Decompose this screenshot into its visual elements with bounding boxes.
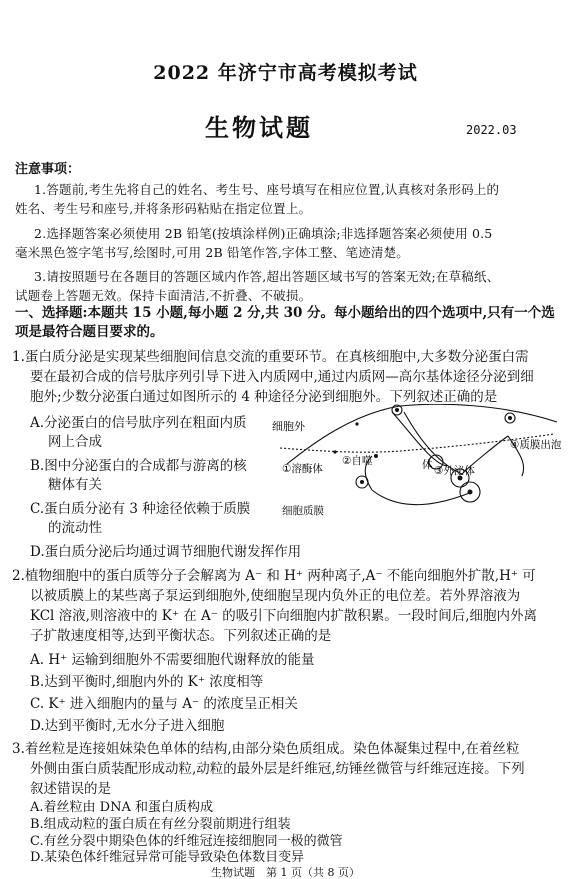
q1-stem: 胞外;少数分泌蛋白通过如图所示的 4 种途径分泌到细胞外。下列叙述正确的是 [30, 389, 498, 405]
notice-line: 试题卷上答题无效。保持卡面清洁,不折叠、不破损。 [15, 288, 312, 303]
subject-title: 生物试题 [205, 114, 313, 142]
q3-stem: 叙述错误的是 [30, 781, 111, 797]
q3-option-c: C.有丝分裂中期染色体的纤维冠连接细胞同一极的微管 [30, 834, 343, 849]
q1-option-a: A.分泌蛋白的信号肽序列在粗面内质 [30, 415, 247, 431]
notice-title: 注意事项： [15, 162, 81, 177]
q2-option-c: C. K⁺ 进入细胞内的量与 A⁻ 的浓度呈正相关 [30, 696, 298, 712]
q3-stem: 3.着丝粒是连接姐妹染色单体的结构,由部分染色质组成。染色体凝集过程中,在着丝粒 [12, 741, 520, 757]
arrow-path-2 [400, 404, 557, 422]
q2-option-b: B.达到平衡时,细胞内外的 K⁺ 浓度相等 [30, 674, 264, 690]
q1-option-b: B.图中分泌蛋白的合成都与游离的核 [30, 458, 247, 474]
q1-option-c: C.蛋白质分泌有 3 种途径依赖于质膜 [30, 501, 251, 517]
exam-date: 2022.03 [466, 123, 517, 137]
label-outside: 细胞外 [272, 420, 305, 433]
label-path2: ②自噬 [342, 455, 373, 467]
label-path2-tail: 体 [422, 459, 433, 471]
protein-dot [468, 490, 473, 495]
notice-line: 毫米黑色签字笔书写,绘图时,可用 2B 铅笔作答,字体工整、笔迹清楚。 [15, 245, 410, 260]
section-heading: 一、选择题:本题共 15 小题,每小题 2 分,共 30 分。每小题给出的四个选项中,只有一个选 [15, 305, 555, 321]
notice-line: 2.选择题答案必须使用 2B 铅笔(按填涂样例)正确填涂;非选择题答案必须使用 0.5 [34, 226, 493, 241]
label-membrane: 细胞质膜 [282, 505, 324, 517]
notice-line: 1.答题前,考生先将自己的姓名、考生号、座号填写在相应位置,认真核对条形码上的 [34, 182, 500, 197]
q3-option-d: D.某染色体纤维冠异常可能导致染色体数目变异 [30, 850, 305, 865]
q2-stem: KCl 溶液,则溶液中的 K⁺ 在 A⁻ 的吸引下向细胞内扩散积累。一段时间后,细胞内外离 [30, 608, 537, 624]
protein-dot [333, 450, 336, 453]
q1-option-c-cont: 的流动性 [48, 520, 102, 536]
q1-stem: 要在最初合成的信号肽序列引导下进入内质网中,通过内质网—高尔基体途径分泌到细 [30, 369, 534, 385]
q1-option-b-cont: 糖体有关 [48, 477, 102, 493]
label-path4: ④质膜出泡 [510, 439, 562, 451]
label-path1: ①溶酶体 [282, 463, 323, 475]
protein-dot [508, 416, 512, 420]
q2-stem: 子扩散速度相等,达到平衡状态。下列叙述正确的是 [30, 628, 332, 644]
label-path3: ③外泌体 [434, 465, 475, 477]
q3-stem: 外侧由蛋白质装配形成动粒,动粒的最外层是纤维冠,纺锤丝微管与纤维冠连接。下列 [30, 761, 525, 777]
protein-dot [355, 422, 358, 425]
notice-line: 姓名、考生号和座号,并将条形码粘贴在指定位置上。 [15, 201, 312, 216]
secretion-pathway-figure [272, 404, 562, 532]
protein-dot [395, 408, 399, 412]
exam-title: 2022 年济宁市高考模拟考试 [153, 62, 418, 84]
q2-stem: 2.植物细胞中的蛋白质等分子会解离为 A⁻ 和 H⁺ 两种离子,A⁻ 不能向细胞外扩散,H⁺ 可 [12, 568, 536, 584]
q2-option-a: A. H⁺ 运输到细胞外不需要细胞代谢释放的能量 [30, 652, 315, 668]
q1-option-a-cont: 网上合成 [48, 434, 102, 450]
q2-option-d: D.达到平衡时,无水分子进入细胞 [30, 718, 225, 734]
q1-stem: 1.蛋白质分泌是实现某些细胞间信息交流的重要环节。在真核细胞中,大多数分泌蛋白需 [12, 349, 529, 365]
arrow-path-7 [372, 490, 472, 505]
q3-option-b: B.组成动粒的蛋白质在有丝分裂前期进行组装 [30, 817, 291, 832]
notice-line: 3.请按照题号在各题目的答题区域内作答,超出答题区域书写的答案无效;在草稿纸、 [34, 269, 500, 284]
protein-dot [374, 454, 378, 458]
q3-option-a: A.着丝粒由 DNA 和蛋白质构成 [30, 800, 213, 815]
q1-option-d: D.蛋白质分泌后均通过调节细胞代谢发挥作用 [30, 544, 302, 560]
page-footer: 生物试题 第 1 页（共 8 页） [211, 866, 360, 879]
protein-dot [360, 480, 364, 484]
q2-stem: 以被质膜上的某些离子泵运到细胞外,使细胞呈现内负外正的电位差。若外界溶液为 [30, 588, 521, 604]
section-heading-cont: 项是最符合题目要求的。 [15, 324, 164, 340]
